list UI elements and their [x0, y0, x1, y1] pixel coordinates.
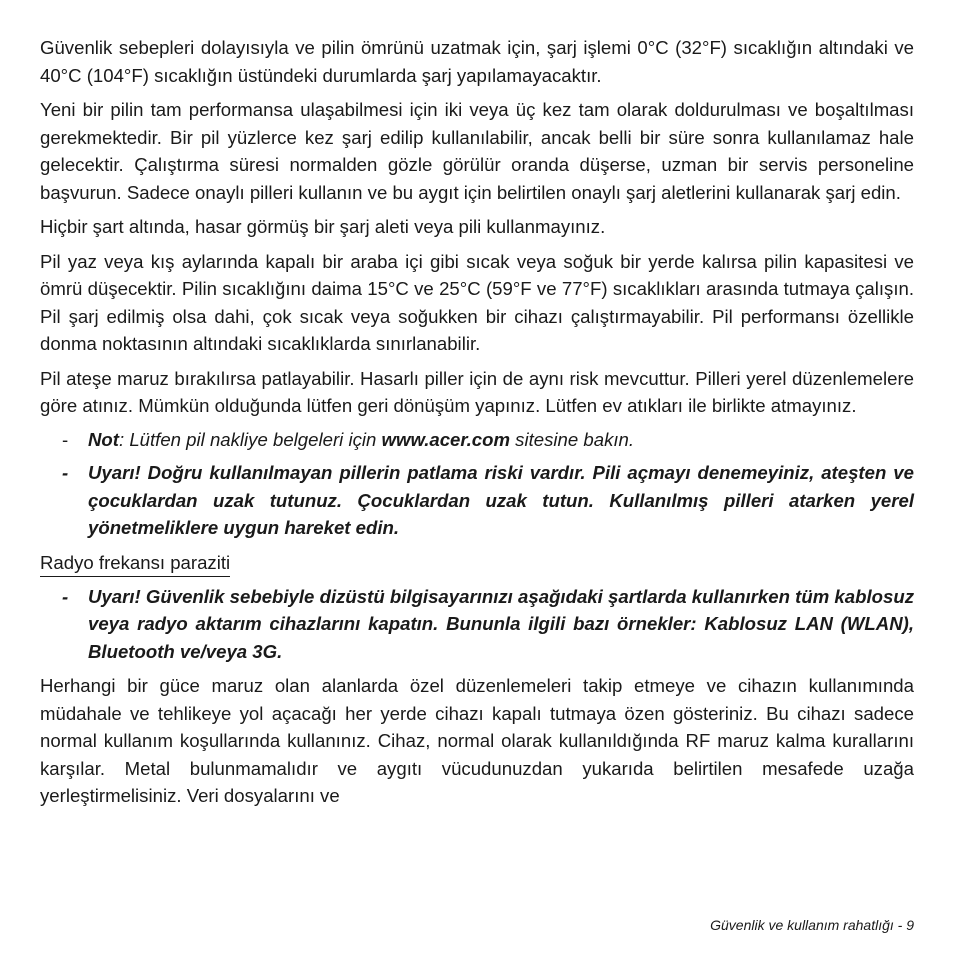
paragraph-damaged-charger: Hiçbir şart altında, hasar görmüş bir şarj aleti veya pili kullanmayınız. — [40, 216, 606, 237]
note-item — [40, 426, 914, 454]
list-dash: - — [62, 428, 69, 450]
warning-radio-text: Uyarı! Güvenlik sebebiyle dizüstü bilgisayarınızı aşağıdaki şartlarda kullanırken tüm kablosuz veya radyo aktarım cihazlarını kapatın. Bununla ilgili bazı örnekler: Kablosuz LAN (WLAN), Bluetooth ve/veya 3G. — [88, 585, 914, 662]
list-dash: - — [62, 585, 69, 607]
page-footer: Güvenlik ve kullanım rahatlığı - 9 — [710, 917, 914, 933]
note-text — [88, 426, 914, 454]
warning-battery-item — [40, 459, 914, 542]
section-heading: Radyo frekansı paraziti — [40, 551, 230, 577]
list-dash: - — [62, 462, 69, 483]
paragraph-rf-exposure: Herhangi bir güce maruz olan alanlarda özel düzenlemeleri takip etmeye ve cihazın kullanımında müdahale ve tehlikeye yol açacağı her yerde cihazı kapalı tutmaya özen gösteriniz. Bu cihazı sadece normal kullanım koşullarında kullanınız. Cihaz, normal olarak kullanıldığında RF maruz kalma kurallarını karşılar. Metal bulunmamalıdır ve aygıtı vücudunuzdan yukarıda belirtilen mesafede uzağa yerleştirmelisiniz. Veri dosyalarını ve — [40, 675, 914, 806]
paragraph-charging-temperature: Güvenlik sebepleri dolayısıyla ve pilin ömrünü uzatmak için, şarj işlemi 0°C (32°F) sıcaklığın altındaki ve 40°C (104°F) sıcaklığın üstündeki durumlarda şarj yapılamayacaktır. — [40, 37, 914, 86]
note-label: Not — [88, 428, 119, 450]
section-heading-wrap — [40, 542, 914, 577]
paragraph-new-battery: Yeni bir pilin tam performansa ulaşabilmesi için iki veya üç kez tam olarak doldurulması ve boşaltılması gerekmektedir. Bir pil yüzlerce kez şarj edilip kullanılabilir, ancak belli bir süre sonra kullanılamaz hale gelecektir. Çalıştırma süresi normalden gözle görülür oranda düşerse, uzman bir servis personeline başvurun. Sadece onaylı pilleri kullanın ve bu aygıt için belirtilen onaylı şarj aletlerini kullanarak şarj edin. — [40, 99, 914, 203]
paragraph-battery-fire: Pil ateşe maruz bırakılırsa patlayabilir. Hasarlı piller için de aynı risk mevcuttur. Pilleri yerel düzenlemelere göre atınız. Mümkün olduğunda lütfen geri dönüşüm yapınız. Lütfen ev atıkları ile birlikte atmayınız. — [40, 367, 914, 416]
document-page — [40, 34, 914, 810]
note-text-before: : Lütfen pil nakliye belgeleri için — [118, 428, 382, 450]
note-text-after: sitesine bakın. — [510, 428, 635, 450]
warning-radio-item — [40, 583, 914, 666]
acer-link[interactable]: www.acer.com — [381, 428, 511, 450]
paragraph-battery-temperature: Pil yaz veya kış aylarında kapalı bir araba içi gibi sıcak veya soğuk bir yerde kalırsa pilin kapasitesi ve ömrü düşecektir. Pilin sıcaklığını daima 15°C ve 25°C (59°F ve 77°F) sıcaklıkları arasında tutmaya çalışın. Pil şarj edilmiş olsa dahi, çok sıcak veya soğukken bir cihazı çalıştırmayabilir. Pil performansı özellikle donma noktasının altındaki sıcaklıklarda sınırlanabilir. — [40, 250, 914, 354]
warning-battery-text: Uyarı! Doğru kullanılmayan pillerin patlama riski vardır. Pili açmayı denemeyiniz, ateşten ve çocuklardan uzak tutunuz. Çocuklardan uzak tutun. Kullanılmış pilleri atarken yerel yönetmeliklere uygun hareket edin. — [88, 462, 914, 538]
